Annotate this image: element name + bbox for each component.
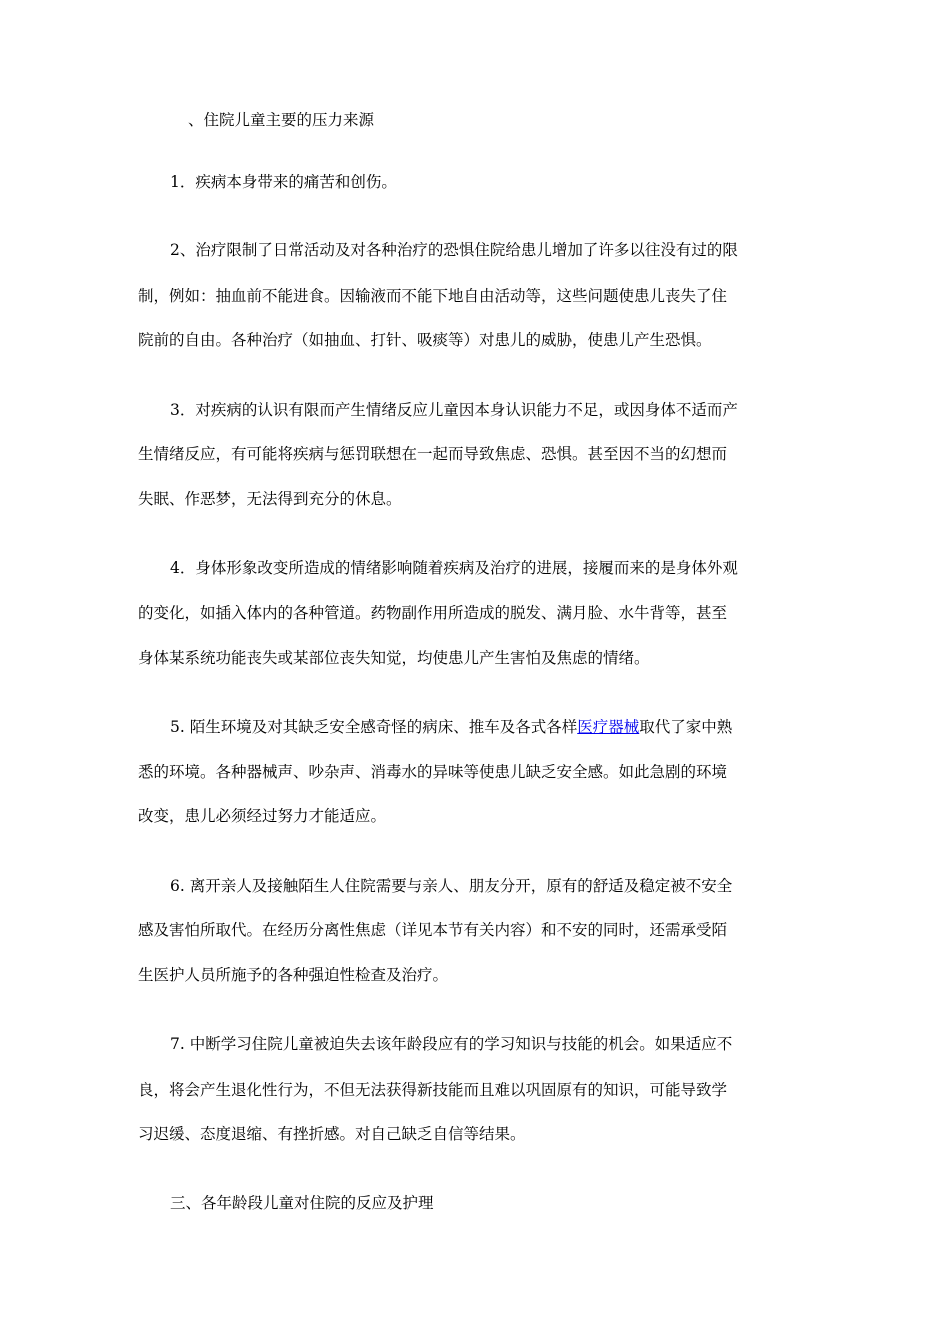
list-item-2-line-3: 院前的自由。各种治疗（如抽血、打针、吸痰等）对患儿的威胁，使患儿产生恐惧。 — [138, 331, 712, 349]
section-heading: 、住院儿童主要的压力来源 — [188, 111, 375, 129]
list-item-6-line-1: 6. 离开亲人及接触陌生人住院需要与亲人、朋友分开，原有的舒适及稳定被不安全 — [170, 877, 733, 895]
medical-equipment-link[interactable]: 医疗器械 — [577, 718, 640, 736]
list-item-7-line-1: 7. 中断学习住院儿童被迫失去该年龄段应有的学习知识与技能的机会。如果适应不 — [170, 1035, 733, 1053]
list-item-7-line-2: 良，将会产生退化性行为，不但无法获得新技能而且难以巩固原有的知识，可能导致学 — [138, 1081, 728, 1099]
list-item-5-line-1 — [170, 717, 798, 737]
list-item-2-line-2: 制，例如：抽血前不能进食。因输液而不能下地自由活动等，这些问题使患儿丧失了住 — [138, 287, 728, 305]
list-item-5-line-3: 改变，患儿必须经过努力才能适应。 — [138, 807, 387, 825]
list-item-3-line-2: 生情绪反应，有可能将疾病与惩罚联想在一起而导致焦虑、恐惧。甚至因不当的幻想而 — [138, 445, 728, 463]
list-item-4-line-3: 身体某系统功能丧失或某部位丧失知觉，均使患儿产生害怕及焦虑的情绪。 — [138, 649, 650, 667]
list-item-5-text-before: 5. 陌生环境及对其缺乏安全感奇怪的病床、推车及各式各样 — [170, 718, 578, 736]
list-item-3-line-1: 3．对疾病的认识有限而产生情绪反应儿童因本身认识能力不足，或因身体不适而产 — [170, 401, 738, 419]
list-item-4-line-2: 的变化，如插入体内的各种管道。药物副作用所造成的脱发、满月脸、水牛背等，甚至 — [138, 604, 728, 622]
list-item-2-line-1: 2、治疗限制了日常活动及对各种治疗的恐惧住院给患儿增加了许多以往没有过的限 — [170, 241, 738, 259]
list-item-4-line-1: 4．身体形象改变所造成的情绪影响随着疾病及治疗的进展，接履而来的是身体外观 — [170, 559, 738, 577]
list-item-5-text-after: 取代了家中熟 — [639, 718, 733, 736]
list-item-5-line-2: 悉的环境。各种器械声、吵杂声、消毒水的异味等使患儿缺乏安全感。如此急剧的环境 — [138, 763, 728, 781]
list-item-3-line-3: 失眠、作恶梦，无法得到充分的休息。 — [138, 490, 402, 508]
list-item-1: 1．疾病本身带来的痛苦和创伤。 — [170, 173, 397, 191]
list-item-6-line-3: 生医护人员所施予的各种强迫性检查及治疗。 — [138, 966, 449, 984]
list-item-6-line-2: 感及害怕所取代。在经历分离性焦虑（详见本节有关内容）和不安的同时，还需承受陌 — [138, 921, 728, 939]
list-item-7-line-3: 习迟缓、态度退缩、有挫折感。对自己缺乏自信等结果。 — [138, 1125, 526, 1143]
section-3-heading: 三、各年龄段儿童对住院的反应及护理 — [170, 1194, 434, 1212]
